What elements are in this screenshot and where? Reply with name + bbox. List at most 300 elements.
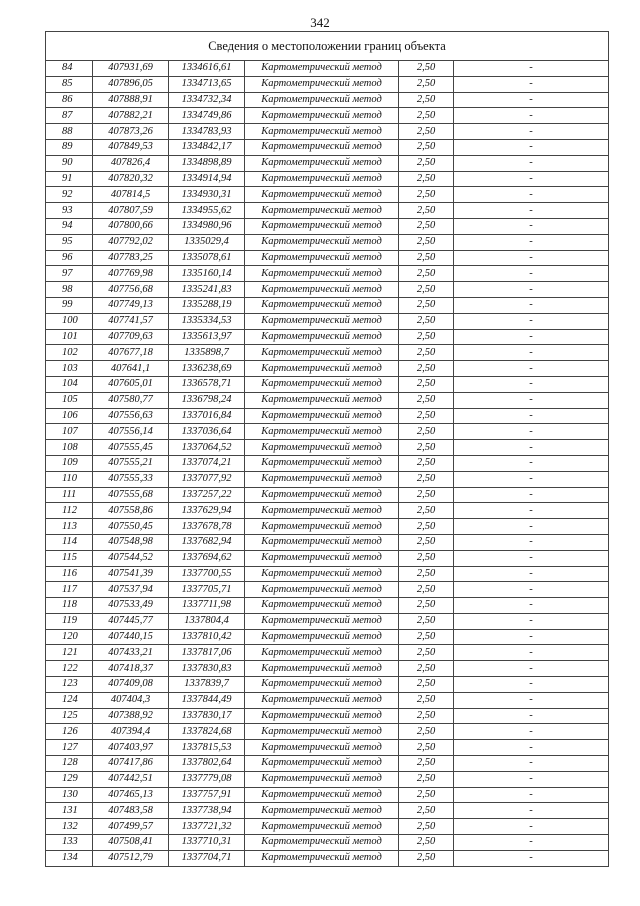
method-cell: Картометрический метод xyxy=(245,282,399,298)
table-row xyxy=(46,234,609,250)
table-row xyxy=(46,171,609,187)
y-coordinate-cell: 1337815,53 xyxy=(169,740,245,756)
table-row xyxy=(46,787,609,803)
method-cell: Картометрический метод xyxy=(245,819,399,835)
precision-cell: 2,50 xyxy=(399,582,454,598)
table-row xyxy=(46,677,609,693)
method-cell: Картометрический метод xyxy=(245,613,399,629)
table-row xyxy=(46,361,609,377)
method-cell: Картометрический метод xyxy=(245,361,399,377)
x-coordinate-cell: 407508,41 xyxy=(93,835,169,851)
y-coordinate-cell: 1335029,4 xyxy=(169,234,245,250)
point-number-cell: 104 xyxy=(46,376,93,392)
y-coordinate-cell: 1334898,89 xyxy=(169,155,245,171)
point-number-cell: 95 xyxy=(46,234,93,250)
x-coordinate-cell: 407445,77 xyxy=(93,613,169,629)
description-cell: - xyxy=(454,771,609,787)
y-coordinate-cell: 1337705,71 xyxy=(169,582,245,598)
precision-cell: 2,50 xyxy=(399,218,454,234)
table-row xyxy=(46,471,609,487)
description-cell: - xyxy=(454,661,609,677)
point-number-cell: 133 xyxy=(46,835,93,851)
precision-cell: 2,50 xyxy=(399,124,454,140)
x-coordinate-cell: 407541,39 xyxy=(93,566,169,582)
table-row xyxy=(46,92,609,108)
method-cell: Картометрический метод xyxy=(245,835,399,851)
precision-cell: 2,50 xyxy=(399,424,454,440)
y-coordinate-cell: 1336578,71 xyxy=(169,376,245,392)
point-number-cell: 93 xyxy=(46,203,93,219)
point-number-cell: 127 xyxy=(46,740,93,756)
table-row xyxy=(46,155,609,171)
precision-cell: 2,50 xyxy=(399,613,454,629)
point-number-cell: 118 xyxy=(46,598,93,614)
description-cell: - xyxy=(454,392,609,408)
precision-cell: 2,50 xyxy=(399,297,454,313)
table-row xyxy=(46,250,609,266)
table-row xyxy=(46,297,609,313)
table-row xyxy=(46,124,609,140)
precision-cell: 2,50 xyxy=(399,677,454,693)
table-row xyxy=(46,487,609,503)
y-coordinate-cell: 1337064,52 xyxy=(169,440,245,456)
y-coordinate-cell: 1337738,94 xyxy=(169,803,245,819)
point-number-cell: 90 xyxy=(46,155,93,171)
y-coordinate-cell: 1337694,62 xyxy=(169,550,245,566)
description-cell: - xyxy=(454,187,609,203)
method-cell: Картометрический метод xyxy=(245,629,399,645)
precision-cell: 2,50 xyxy=(399,408,454,424)
description-cell: - xyxy=(454,550,609,566)
precision-cell: 2,50 xyxy=(399,708,454,724)
point-number-cell: 130 xyxy=(46,787,93,803)
precision-cell: 2,50 xyxy=(399,92,454,108)
description-cell: - xyxy=(454,835,609,851)
point-number-cell: 94 xyxy=(46,218,93,234)
point-number-cell: 124 xyxy=(46,692,93,708)
method-cell: Картометрический метод xyxy=(245,376,399,392)
precision-cell: 2,50 xyxy=(399,661,454,677)
precision-cell: 2,50 xyxy=(399,392,454,408)
precision-cell: 2,50 xyxy=(399,819,454,835)
table-row xyxy=(46,645,609,661)
point-number-cell: 101 xyxy=(46,329,93,345)
table-row xyxy=(46,187,609,203)
method-cell: Картометрический метод xyxy=(245,155,399,171)
description-cell: - xyxy=(454,503,609,519)
x-coordinate-cell: 407537,94 xyxy=(93,582,169,598)
description-cell: - xyxy=(454,708,609,724)
description-cell: - xyxy=(454,124,609,140)
precision-cell: 2,50 xyxy=(399,139,454,155)
point-number-cell: 114 xyxy=(46,534,93,550)
method-cell: Картометрический метод xyxy=(245,803,399,819)
method-cell: Картометрический метод xyxy=(245,61,399,77)
table-row xyxy=(46,424,609,440)
method-cell: Картометрический метод xyxy=(245,313,399,329)
x-coordinate-cell: 407499,57 xyxy=(93,819,169,835)
precision-cell: 2,50 xyxy=(399,203,454,219)
x-coordinate-cell: 407882,21 xyxy=(93,108,169,124)
point-number-cell: 119 xyxy=(46,613,93,629)
table-row xyxy=(46,550,609,566)
x-coordinate-cell: 407394,4 xyxy=(93,724,169,740)
y-coordinate-cell: 1337802,64 xyxy=(169,756,245,772)
x-coordinate-cell: 407800,66 xyxy=(93,218,169,234)
y-coordinate-cell: 1334713,65 xyxy=(169,76,245,92)
y-coordinate-cell: 1334616,61 xyxy=(169,61,245,77)
x-coordinate-cell: 407931,69 xyxy=(93,61,169,77)
y-coordinate-cell: 1337682,94 xyxy=(169,534,245,550)
point-number-cell: 110 xyxy=(46,471,93,487)
x-coordinate-cell: 407749,13 xyxy=(93,297,169,313)
x-coordinate-cell: 407814,5 xyxy=(93,187,169,203)
table-row xyxy=(46,455,609,471)
x-coordinate-cell: 407409,08 xyxy=(93,677,169,693)
description-cell: - xyxy=(454,313,609,329)
x-coordinate-cell: 407440,15 xyxy=(93,629,169,645)
precision-cell: 2,50 xyxy=(399,487,454,503)
description-cell: - xyxy=(454,329,609,345)
table-row xyxy=(46,598,609,614)
point-number-cell: 120 xyxy=(46,629,93,645)
table-row xyxy=(46,203,609,219)
point-number-cell: 131 xyxy=(46,803,93,819)
point-number-cell: 99 xyxy=(46,297,93,313)
method-cell: Картометрический метод xyxy=(245,171,399,187)
table-title: Сведения о местоположении границ объекта xyxy=(46,32,609,61)
description-cell: - xyxy=(454,139,609,155)
x-coordinate-cell: 407896,05 xyxy=(93,76,169,92)
precision-cell: 2,50 xyxy=(399,756,454,772)
precision-cell: 2,50 xyxy=(399,61,454,77)
table-row xyxy=(46,708,609,724)
point-number-cell: 98 xyxy=(46,282,93,298)
x-coordinate-cell: 407580,77 xyxy=(93,392,169,408)
x-coordinate-cell: 407888,91 xyxy=(93,92,169,108)
description-cell: - xyxy=(454,345,609,361)
table-row xyxy=(46,819,609,835)
method-cell: Картометрический метод xyxy=(245,250,399,266)
method-cell: Картометрический метод xyxy=(245,408,399,424)
x-coordinate-cell: 407512,79 xyxy=(93,850,169,866)
method-cell: Картометрический метод xyxy=(245,392,399,408)
table-row xyxy=(46,108,609,124)
y-coordinate-cell: 1337629,94 xyxy=(169,503,245,519)
precision-cell: 2,50 xyxy=(399,629,454,645)
y-coordinate-cell: 1337757,91 xyxy=(169,787,245,803)
point-number-cell: 100 xyxy=(46,313,93,329)
table-row xyxy=(46,313,609,329)
y-coordinate-cell: 1337830,83 xyxy=(169,661,245,677)
precision-cell: 2,50 xyxy=(399,266,454,282)
y-coordinate-cell: 1337721,32 xyxy=(169,819,245,835)
description-cell: - xyxy=(454,250,609,266)
description-cell: - xyxy=(454,756,609,772)
x-coordinate-cell: 407709,63 xyxy=(93,329,169,345)
point-number-cell: 96 xyxy=(46,250,93,266)
precision-cell: 2,50 xyxy=(399,850,454,866)
table-row xyxy=(46,661,609,677)
description-cell: - xyxy=(454,471,609,487)
x-coordinate-cell: 407558,86 xyxy=(93,503,169,519)
x-coordinate-cell: 407783,25 xyxy=(93,250,169,266)
table-row xyxy=(46,218,609,234)
point-number-cell: 117 xyxy=(46,582,93,598)
method-cell: Картометрический метод xyxy=(245,487,399,503)
method-cell: Картометрический метод xyxy=(245,692,399,708)
method-cell: Картометрический метод xyxy=(245,550,399,566)
point-number-cell: 91 xyxy=(46,171,93,187)
point-number-cell: 108 xyxy=(46,440,93,456)
precision-cell: 2,50 xyxy=(399,250,454,266)
y-coordinate-cell: 1337844,49 xyxy=(169,692,245,708)
y-coordinate-cell: 1335241,83 xyxy=(169,282,245,298)
x-coordinate-cell: 407418,37 xyxy=(93,661,169,677)
x-coordinate-cell: 407677,18 xyxy=(93,345,169,361)
x-coordinate-cell: 407404,3 xyxy=(93,692,169,708)
description-cell: - xyxy=(454,424,609,440)
method-cell: Картометрический метод xyxy=(245,218,399,234)
point-number-cell: 132 xyxy=(46,819,93,835)
table-row xyxy=(46,61,609,77)
point-number-cell: 134 xyxy=(46,850,93,866)
point-number-cell: 115 xyxy=(46,550,93,566)
x-coordinate-cell: 407544,52 xyxy=(93,550,169,566)
y-coordinate-cell: 1337077,92 xyxy=(169,471,245,487)
y-coordinate-cell: 1334980,96 xyxy=(169,218,245,234)
description-cell: - xyxy=(454,203,609,219)
description-cell: - xyxy=(454,171,609,187)
x-coordinate-cell: 407483,58 xyxy=(93,803,169,819)
description-cell: - xyxy=(454,376,609,392)
x-coordinate-cell: 407556,63 xyxy=(93,408,169,424)
y-coordinate-cell: 1337824,68 xyxy=(169,724,245,740)
table-row xyxy=(46,803,609,819)
table-header-row xyxy=(46,32,609,61)
point-number-cell: 129 xyxy=(46,771,93,787)
y-coordinate-cell: 1334783,93 xyxy=(169,124,245,140)
precision-cell: 2,50 xyxy=(399,503,454,519)
table-row xyxy=(46,266,609,282)
y-coordinate-cell: 1335898,7 xyxy=(169,345,245,361)
y-coordinate-cell: 1337711,98 xyxy=(169,598,245,614)
method-cell: Картометрический метод xyxy=(245,139,399,155)
table-row xyxy=(46,392,609,408)
method-cell: Картометрический метод xyxy=(245,534,399,550)
point-number-cell: 87 xyxy=(46,108,93,124)
precision-cell: 2,50 xyxy=(399,534,454,550)
point-number-cell: 85 xyxy=(46,76,93,92)
y-coordinate-cell: 1334930,31 xyxy=(169,187,245,203)
method-cell: Картометрический метод xyxy=(245,187,399,203)
method-cell: Картометрический метод xyxy=(245,566,399,582)
description-cell: - xyxy=(454,266,609,282)
y-coordinate-cell: 1337678,78 xyxy=(169,519,245,535)
point-number-cell: 121 xyxy=(46,645,93,661)
table-row xyxy=(46,582,609,598)
y-coordinate-cell: 1335288,19 xyxy=(169,297,245,313)
y-coordinate-cell: 1334732,34 xyxy=(169,92,245,108)
point-number-cell: 103 xyxy=(46,361,93,377)
y-coordinate-cell: 1337804,4 xyxy=(169,613,245,629)
description-cell: - xyxy=(454,61,609,77)
point-number-cell: 92 xyxy=(46,187,93,203)
y-coordinate-cell: 1337704,71 xyxy=(169,850,245,866)
x-coordinate-cell: 407403,97 xyxy=(93,740,169,756)
precision-cell: 2,50 xyxy=(399,155,454,171)
precision-cell: 2,50 xyxy=(399,108,454,124)
table-body xyxy=(46,32,609,867)
x-coordinate-cell: 407741,57 xyxy=(93,313,169,329)
method-cell: Картометрический метод xyxy=(245,598,399,614)
description-cell: - xyxy=(454,677,609,693)
x-coordinate-cell: 407388,92 xyxy=(93,708,169,724)
description-cell: - xyxy=(454,582,609,598)
description-cell: - xyxy=(454,534,609,550)
table-row xyxy=(46,740,609,756)
method-cell: Картометрический метод xyxy=(245,76,399,92)
point-number-cell: 97 xyxy=(46,266,93,282)
precision-cell: 2,50 xyxy=(399,171,454,187)
x-coordinate-cell: 407792,02 xyxy=(93,234,169,250)
table-row xyxy=(46,629,609,645)
precision-cell: 2,50 xyxy=(399,771,454,787)
y-coordinate-cell: 1337074,21 xyxy=(169,455,245,471)
precision-cell: 2,50 xyxy=(399,376,454,392)
table-row xyxy=(46,76,609,92)
method-cell: Картометрический метод xyxy=(245,771,399,787)
precision-cell: 2,50 xyxy=(399,835,454,851)
method-cell: Картометрический метод xyxy=(245,519,399,535)
method-cell: Картометрический метод xyxy=(245,740,399,756)
description-cell: - xyxy=(454,850,609,866)
description-cell: - xyxy=(454,519,609,535)
page-number: 342 xyxy=(310,15,330,30)
table-row xyxy=(46,282,609,298)
description-cell: - xyxy=(454,92,609,108)
table-row xyxy=(46,724,609,740)
table-row xyxy=(46,756,609,772)
description-cell: - xyxy=(454,819,609,835)
point-number-cell: 109 xyxy=(46,455,93,471)
point-number-cell: 88 xyxy=(46,124,93,140)
method-cell: Картометрический метод xyxy=(245,503,399,519)
table-row xyxy=(46,771,609,787)
point-number-cell: 125 xyxy=(46,708,93,724)
description-cell: - xyxy=(454,76,609,92)
table-row xyxy=(46,440,609,456)
y-coordinate-cell: 1337036,64 xyxy=(169,424,245,440)
y-coordinate-cell: 1336238,69 xyxy=(169,361,245,377)
point-number-cell: 112 xyxy=(46,503,93,519)
method-cell: Картометрический метод xyxy=(245,582,399,598)
description-cell: - xyxy=(454,218,609,234)
x-coordinate-cell: 407550,45 xyxy=(93,519,169,535)
x-coordinate-cell: 407756,68 xyxy=(93,282,169,298)
boundary-coordinates-table xyxy=(45,31,609,867)
precision-cell: 2,50 xyxy=(399,76,454,92)
method-cell: Картометрический метод xyxy=(245,345,399,361)
table-row xyxy=(46,408,609,424)
method-cell: Картометрический метод xyxy=(245,850,399,866)
point-number-cell: 128 xyxy=(46,756,93,772)
description-cell: - xyxy=(454,297,609,313)
x-coordinate-cell: 407417,86 xyxy=(93,756,169,772)
y-coordinate-cell: 1337016,84 xyxy=(169,408,245,424)
description-cell: - xyxy=(454,692,609,708)
x-coordinate-cell: 407555,33 xyxy=(93,471,169,487)
method-cell: Картометрический метод xyxy=(245,234,399,250)
description-cell: - xyxy=(454,645,609,661)
description-cell: - xyxy=(454,440,609,456)
y-coordinate-cell: 1334842,17 xyxy=(169,139,245,155)
method-cell: Картометрический метод xyxy=(245,756,399,772)
y-coordinate-cell: 1334914,94 xyxy=(169,171,245,187)
description-cell: - xyxy=(454,408,609,424)
y-coordinate-cell: 1337779,08 xyxy=(169,771,245,787)
y-coordinate-cell: 1335334,53 xyxy=(169,313,245,329)
x-coordinate-cell: 407807,59 xyxy=(93,203,169,219)
y-coordinate-cell: 1334749,86 xyxy=(169,108,245,124)
table-row xyxy=(46,139,609,155)
method-cell: Картометрический метод xyxy=(245,724,399,740)
description-cell: - xyxy=(454,613,609,629)
method-cell: Картометрический метод xyxy=(245,92,399,108)
y-coordinate-cell: 1337710,31 xyxy=(169,835,245,851)
precision-cell: 2,50 xyxy=(399,187,454,203)
precision-cell: 2,50 xyxy=(399,471,454,487)
y-coordinate-cell: 1335613,97 xyxy=(169,329,245,345)
x-coordinate-cell: 407465,13 xyxy=(93,787,169,803)
x-coordinate-cell: 407555,21 xyxy=(93,455,169,471)
y-coordinate-cell: 1334955,62 xyxy=(169,203,245,219)
table-row xyxy=(46,519,609,535)
table-row xyxy=(46,613,609,629)
precision-cell: 2,50 xyxy=(399,282,454,298)
description-cell: - xyxy=(454,234,609,250)
table-row xyxy=(46,329,609,345)
precision-cell: 2,50 xyxy=(399,740,454,756)
method-cell: Картометрический метод xyxy=(245,440,399,456)
table-row xyxy=(46,376,609,392)
x-coordinate-cell: 407820,32 xyxy=(93,171,169,187)
description-cell: - xyxy=(454,740,609,756)
y-coordinate-cell: 1337257,22 xyxy=(169,487,245,503)
point-number-cell: 116 xyxy=(46,566,93,582)
method-cell: Картометрический метод xyxy=(245,645,399,661)
precision-cell: 2,50 xyxy=(399,645,454,661)
description-cell: - xyxy=(454,598,609,614)
precision-cell: 2,50 xyxy=(399,455,454,471)
precision-cell: 2,50 xyxy=(399,692,454,708)
description-cell: - xyxy=(454,487,609,503)
point-number-cell: 123 xyxy=(46,677,93,693)
x-coordinate-cell: 407548,98 xyxy=(93,534,169,550)
x-coordinate-cell: 407556,14 xyxy=(93,424,169,440)
table-row xyxy=(46,566,609,582)
method-cell: Картометрический метод xyxy=(245,661,399,677)
y-coordinate-cell: 1335160,14 xyxy=(169,266,245,282)
precision-cell: 2,50 xyxy=(399,787,454,803)
y-coordinate-cell: 1337817,06 xyxy=(169,645,245,661)
description-cell: - xyxy=(454,629,609,645)
point-number-cell: 86 xyxy=(46,92,93,108)
x-coordinate-cell: 407849,53 xyxy=(93,139,169,155)
method-cell: Картометрический метод xyxy=(245,329,399,345)
method-cell: Картометрический метод xyxy=(245,471,399,487)
description-cell: - xyxy=(454,566,609,582)
